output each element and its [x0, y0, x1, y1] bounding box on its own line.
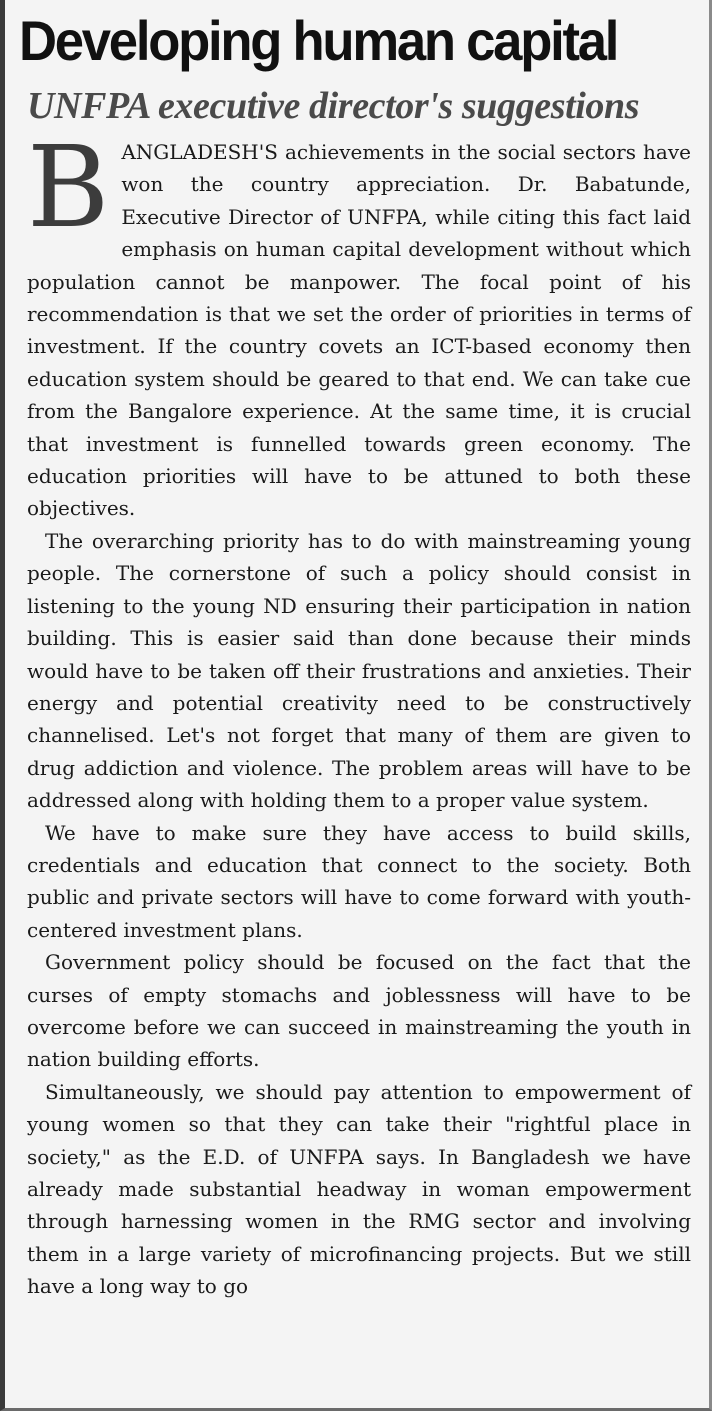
paragraph-5: Simultaneously, we should pay attention to empowerment of young women so that they can take their "rightful place in society," as the E.D. of UNFPA says. In Bangladesh we have already made substantial headway in woman empowerment through harnessing women in the RMG sector and involving them in a large variety of microfinancing projects. But we still have a long way to go	[27, 1079, 691, 1299]
paragraph-1	[27, 123, 691, 525]
article-body	[27, 123, 691, 1303]
paragraph-1-text: ANGLADESH'S achievements in the social sectors have won the country appreciation. Dr. Babatunde, Executive Director of UNFPA, while citing this fact laid emphasis on human capital development without which population cannot be manpower. The focal point of his recommendation is that we set the order of priorities in terms of investment. If the country covets an ICT-based economy then education system should be geared to that end. We can take cue from the Bangalore experience. At the same time, it is crucial that investment is funnelled towards green economy. The education priorities will have to be attuned to both these objectives.	[27, 140, 691, 521]
paragraph-4: Government policy should be focused on the fact that the curses of empty stomachs and joblessness will have to be overcome before we can succeed in mainstreaming the youth in nation building efforts.	[27, 950, 691, 1072]
paragraph-3: We have to make sure they have access to build skills, credentials and education that connect to the society. Both public and private sectors will have to come forward with youth-centered investment plans.	[27, 820, 691, 942]
paragraph-2: The overarching priority has to do with mainstreaming young people. The cornerstone of such a policy should consist in listening to the young ND ensuring their participation in nation building. This is easier said than done because their minds would have to be taken off their frustrations and anxieties. Their energy and potential creativity need to be constructively channelised. Let's not forget that many of them are given to drug addiction and violence. The problem areas will have to be addressed along with holding them to a proper value system.	[27, 528, 691, 813]
headline: Developing human capital	[19, 9, 618, 72]
drop-cap: B	[27, 123, 110, 253]
subheadline: UNFPA executive director's suggestions	[27, 85, 640, 127]
